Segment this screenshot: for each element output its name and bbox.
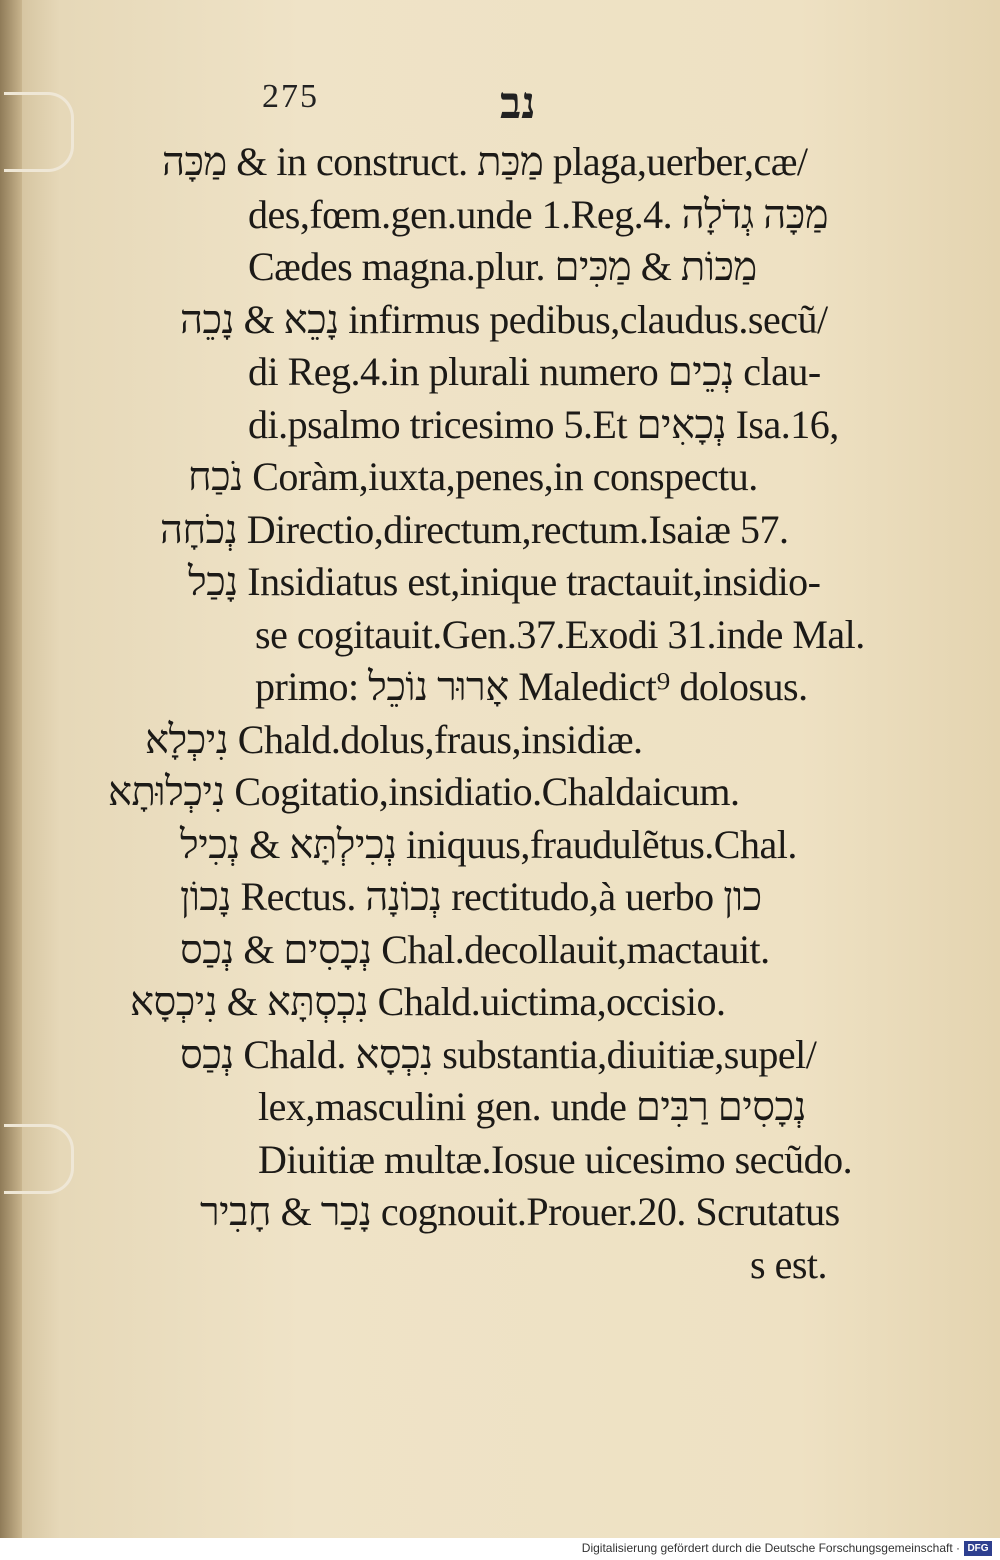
text-line: Diuitiæ multæ.Iosue uicesimo secũdo.	[258, 1136, 853, 1182]
text-line: des,fœm.gen.unde 1.Reg.4. מַכָּה גְדֹלָה	[248, 191, 829, 237]
text-line: נָכַר & חָבִיר cognouit.Prouer.20. Scrutatus	[200, 1189, 840, 1234]
text-line: s est.	[750, 1241, 827, 1287]
footer-credit: Digitalisierung gefördert durch die Deutsche Forschungsgemeinschaft ·	[581, 1541, 960, 1555]
text-line: נִיכְלָא Chald.dolus,fraus,insidiæ.	[145, 716, 643, 762]
text-line: נָכַל Insidiatus est,inique tractauit,insidio-	[188, 559, 821, 604]
text-line: נִכְסְתָּא & נִיכְסָא Chald.uictima,occisio.	[130, 979, 726, 1024]
folio-number: 275	[262, 78, 319, 115]
text-block	[100, 136, 920, 1291]
text-line: se cogitauit.Gen.37.Exodi 31.inde Mal.	[255, 611, 865, 657]
page-tab-lower	[4, 1124, 74, 1194]
page-gutter-edge	[0, 0, 22, 1538]
text-line: נְכָסִים & נְכַס Chal.decollauit,mactauit.	[180, 926, 770, 972]
running-head: נב	[500, 79, 536, 128]
footer-bar	[0, 1538, 1000, 1560]
page-tab-upper	[4, 92, 74, 172]
dfg-logo: DFG	[964, 1541, 992, 1556]
text-line: נֹכַח Coràm,iuxta,penes,in conspectu.	[188, 454, 758, 499]
text-line: נְכֹחָה Directio,directum,rectum.Isaiæ 57.	[160, 506, 789, 552]
text-line: di Reg.4.in plurali numero נְכֵים clau-	[248, 349, 821, 394]
text-line: Cædes magna.plur. מַכּוֹת & מַכִּים	[248, 244, 757, 289]
text-line: נְכִילְתָּא & נְכִיל iniquus,fraudulẽtus.Chal.	[180, 821, 797, 867]
text-line: di.psalmo tricesimo 5.Et נְכָאִים Isa.16,	[248, 401, 839, 447]
text-line: מַכָּה & in construct. מַכַּת plaga,uerber,cæ/	[162, 139, 808, 184]
text-line: primo: אָרוּר נוֹכֵל Maledict⁹ dolosus.	[255, 664, 808, 709]
text-line: נִיכְלוּתָא Cogitatio,insidiatio.Chaldaicum.	[108, 769, 740, 814]
text-line: נָכוֹן Rectus. נְכוֹנָה rectitudo,à uerbo כון	[180, 874, 762, 919]
text-line: נְכַס Chald. נִכְסָא substantia,diuitiæ,supel/	[180, 1031, 817, 1077]
text-line: lex,masculini gen. unde נְכָסִים רַבִּים	[258, 1084, 807, 1129]
text-line: נָכֵא & נָכֵה infirmus pedibus,claudus.secũ/	[180, 296, 828, 342]
